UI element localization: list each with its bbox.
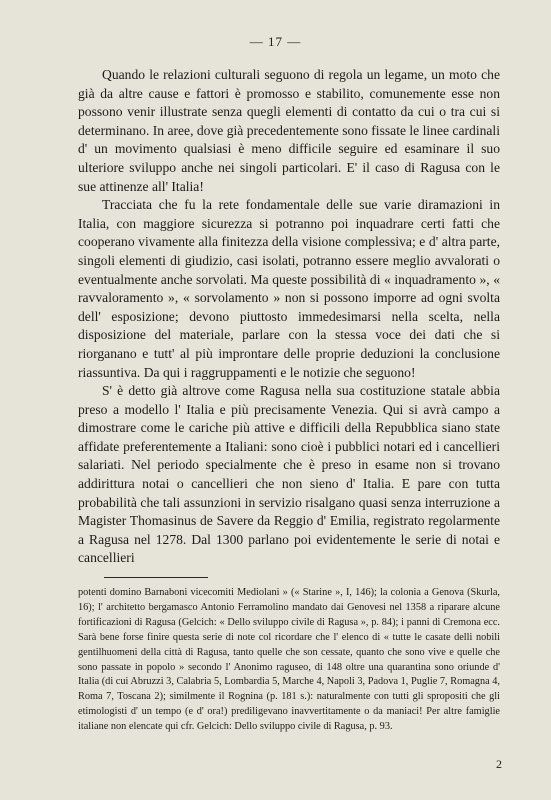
- paragraph-2: Tracciata che fu la rete fondamentale delle sue varie diramazioni in Italia, con maggiore sicurezza si potranno poi inquadrare certi fatti che cooperano vivamente alla finitezza della visione complessiva; e d' altra parte, singoli elementi di giudizio, casi isolati, potranno essere meglio avvalorati o eventualmente anche sorvolati. Ma queste possibilità di « inquadramento », « ravvaloramento », « sorvolamento » non si possono imporre ad ogni svolta dell' esposizione; devono piuttosto immedesimarsi nella scelta, nella disposizione del materiale, parlare con la stessa voce dei dati che si riorganano e tutt' al più improntare delle proprie deduzioni la conclusione riassuntiva. Da qui i raggruppamenti e le notizie che seguono!: [78, 197, 500, 380]
- footnote-rule: [104, 577, 208, 578]
- footnote-block: [78, 586, 500, 735]
- main-text: [78, 66, 500, 568]
- footnote-text: potenti domino Barnaboni vicecomiti Mediolani » (« Starine », I, 146); la colonia a Genova (Skurla, 16); l' architetto bergamasco Antonio Ferramolino mandato dai Genovesi nel 1358 a riparare alcune fortificazioni di Ragusa (Gelcich: « Dello sviluppo civile di Ragusa », p. 84); i panni di Cremona ecc. Sarà bene forse finire questa serie di note col ricordare che l' elenco di « tutte le casate delli nobili gentilhuomeni della città di Ragusa, tanto quelle che son cessate, quanto che sono vive e quelle che sono passate in popolo » secondo l' Anonimo raguseo, di 148 oltre una quarantina sono oriunde d' Italia (di cui Abruzzi 3, Calabria 5, Lombardia 5, Marche 4, Napoli 3, Padova 1, Puglie 7, Romagna 4, Roma 7, Toscana 2); similmente il Rognina (p. 181 s.): naturalmente con tutti gli spropositi che gli etimologisti d' un tempo (e d' ora!) prediligevano inavvertitamente o da maniaci! Per altre famiglie italiane non elencate qui cfr. Gelcich: Dello sviluppo civile di Ragusa, p. 93.: [78, 587, 500, 733]
- paragraph-1: Quando le relazioni culturali seguono di regola un legame, un moto che già da altre cause e fattori è promosso e stabilito, comunemente esse non possono venir illustrate senza quegli elementi di contatto da cui o tra cui si determinano. In aree, dove già precedentemente sono fissate le linee cardinali d' un movimento qualsiasi è meno difficile seguire ed esaminare il suo ulteriore sviluppo anche nei singoli particolari. E' il caso di Ragusa con le sue attinenze all' Italia!: [78, 67, 500, 194]
- paragraph-3: S' è detto già altrove come Ragusa nella sua costituzione statale abbia preso a modello l' Italia e più precisamente Venezia. Qui si avrà campo a dimostrare come le cariche più attive e difficili della Repubblica siano state affidate preferentemente a Italiani: sono cioè i pubblici notari ed i cancellieri salariati. Nel periodo specialmente che è preso in esame non si trovano addirittura notai o cancellieri che non sieno d' Italia. E pare con tutta probabilità che tali assunzioni in servizio risalgano quasi senza interruzione a Magister Thomasinus de Savere da Reggio d' Emilia, registrato regolarmente a Ragusa nel 1278. Dal 1300 parlano poi evidentemente le serie di notai e cancellieri: [78, 383, 500, 566]
- signature-mark: 2: [496, 757, 502, 771]
- page-number: — 17 —: [249, 34, 302, 49]
